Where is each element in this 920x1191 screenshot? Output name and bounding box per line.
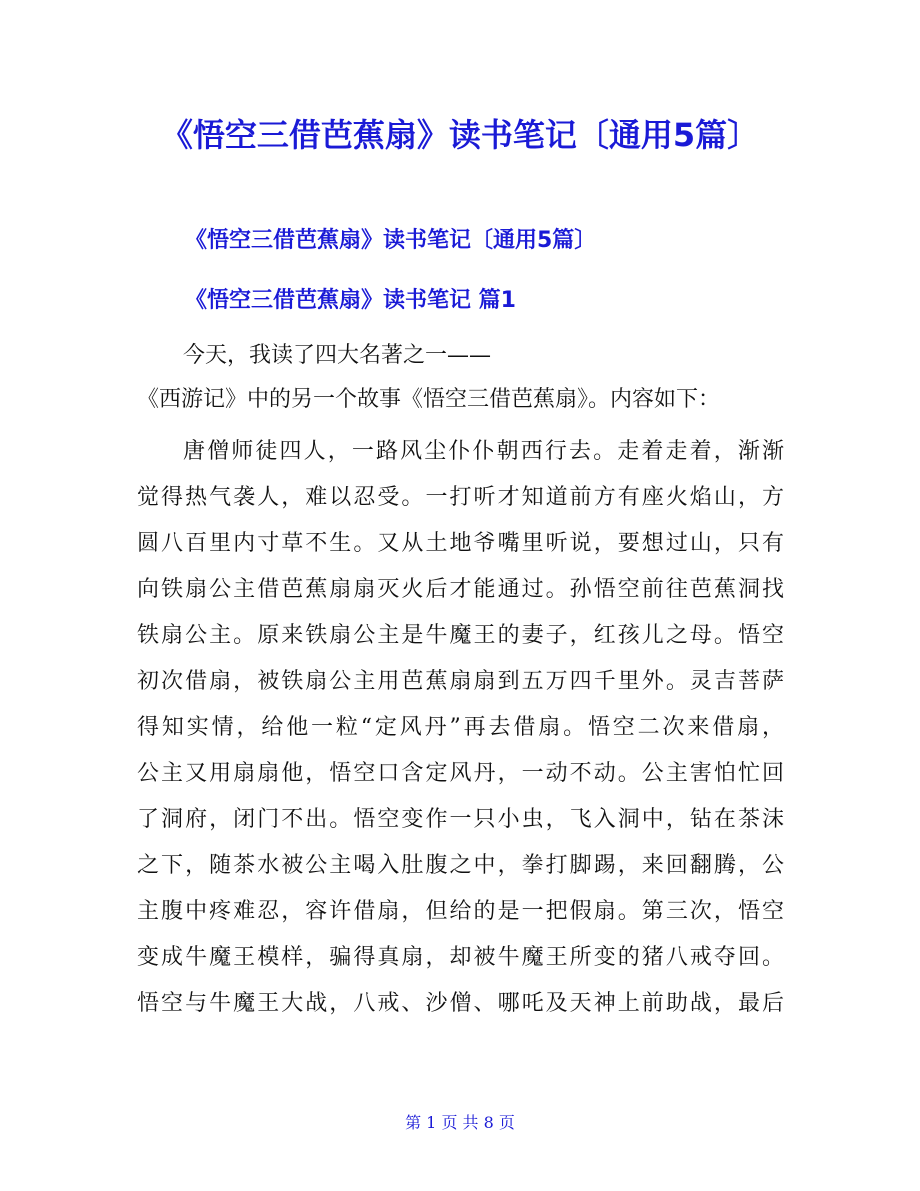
section-heading: 《悟空三借芭蕉扇》读书笔记 篇1: [185, 288, 516, 313]
body-line: 觉得热气袭人，难以忍受。一打听才知道前方有座火焰山，方: [137, 485, 784, 510]
intro-line: 《西游记》中的另一个故事《悟空三借芭蕉扇》。内容如下：: [137, 387, 721, 412]
body-line: 主腹中疼难忍，容许借扇，但给的是一把假扇。第三次，悟空: [137, 899, 784, 924]
body-line: 公主又用扇扇他，悟空口含定风丹，一动不动。公主害怕忙回: [137, 761, 784, 786]
document-title: 《悟空三借芭蕉扇》读书笔记〔通用5篇〕: [160, 116, 760, 154]
body-line: 悟空与牛魔王大战，八戒、沙僧、哪吒及天神上前助战，最后: [137, 991, 784, 1016]
body-line: 变成牛魔王模样，骗得真扇，却被牛魔王所变的猪八戒夺回。: [137, 945, 784, 970]
body-line: 圆八百里内寸草不生。又从土地爷嘴里听说，要想过山，只有: [137, 531, 784, 556]
body-line: 唐僧师徒四人，一路风尘仆仆朝西行去。走着走着，渐渐: [183, 439, 784, 464]
document-subheading: 《悟空三借芭蕉扇》读书笔记〔通用5篇〕: [185, 228, 597, 253]
body-line: 得知实情，给他一粒“定风丹”再去借扇。悟空二次来借扇，: [137, 715, 784, 740]
body-line: 铁扇公主。原来铁扇公主是牛魔王的妻子，红孩儿之母。悟空: [137, 623, 784, 648]
page-number-footer: 第 1 页 共 8 页: [405, 1113, 515, 1132]
body-line: 之下，随茶水被公主喝入肚腹之中，拳打脚踢，来回翻腾，公: [137, 853, 784, 878]
body-line: 了洞府，闭门不出。悟空变作一只小虫，飞入洞中，钻在茶沫: [137, 807, 784, 832]
intro-line: 今天，我读了四大名著之一——: [183, 343, 492, 368]
body-line: 初次借扇，被铁扇公主用芭蕉扇扇到五万四千里外。灵吉菩萨: [137, 669, 784, 694]
body-line: 向铁扇公主借芭蕉扇扇灭火后才能通过。孙悟空前往芭蕉洞找: [137, 577, 784, 602]
